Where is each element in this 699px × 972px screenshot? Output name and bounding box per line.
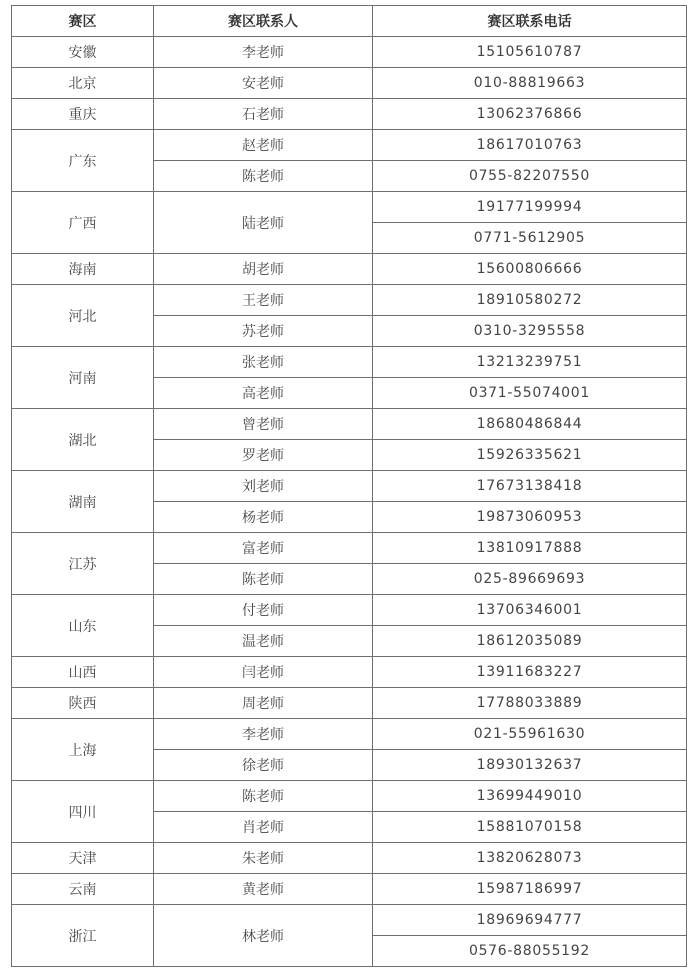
contact-name-cell: 付老师 [154,595,373,626]
contact-name-cell: 曾老师 [154,409,373,440]
contact-name-cell: 杨老师 [154,502,373,533]
contact-name-cell: 安老师 [154,68,373,99]
region-cell: 北京 [12,68,154,99]
phone-cell: 18930132637 [373,750,687,781]
region-cell: 云南 [12,874,154,905]
region-cell: 四川 [12,781,154,843]
contact-name-cell: 李老师 [154,719,373,750]
phone-cell: 13911683227 [373,657,687,688]
table-row [12,719,687,750]
region-cell: 广东 [12,130,154,192]
phone-cell: 17788033889 [373,688,687,719]
contact-name-cell: 闫老师 [154,657,373,688]
table-row [12,347,687,378]
table-row [12,843,687,874]
table-row [12,37,687,68]
contact-name-cell: 陈老师 [154,564,373,595]
contact-name-cell: 刘老师 [154,471,373,502]
phone-cell: 18680486844 [373,409,687,440]
contact-name-cell: 胡老师 [154,254,373,285]
region-cell: 陕西 [12,688,154,719]
region-cell: 安徽 [12,37,154,68]
region-cell: 上海 [12,719,154,781]
table-row [12,874,687,905]
region-cell: 河北 [12,285,154,347]
contact-name-cell: 罗老师 [154,440,373,471]
phone-cell: 15105610787 [373,37,687,68]
region-cell: 江苏 [12,533,154,595]
region-cell: 山西 [12,657,154,688]
contact-name-cell: 黄老师 [154,874,373,905]
contact-table [11,5,687,967]
phone-cell: 13699449010 [373,781,687,812]
region-cell: 河南 [12,347,154,409]
table-row [12,192,687,223]
phone-cell: 18910580272 [373,285,687,316]
table-row [12,905,687,936]
phone-cell: 0771-5612905 [373,223,687,254]
header-phone: 赛区联系电话 [373,6,687,37]
contact-name-cell: 徐老师 [154,750,373,781]
contact-name-cell: 富老师 [154,533,373,564]
phone-cell: 0576-88055192 [373,936,687,967]
contact-name-cell: 高老师 [154,378,373,409]
table-row [12,688,687,719]
phone-cell: 13820628073 [373,843,687,874]
table-row [12,595,687,626]
table-row [12,409,687,440]
phone-cell: 010-88819663 [373,68,687,99]
phone-cell: 15600806666 [373,254,687,285]
contact-name-cell: 苏老师 [154,316,373,347]
header-region: 赛区 [12,6,154,37]
phone-cell: 13810917888 [373,533,687,564]
phone-cell: 0755-82207550 [373,161,687,192]
contact-name-cell: 张老师 [154,347,373,378]
contact-name-cell: 林老师 [154,905,373,967]
region-cell: 浙江 [12,905,154,967]
phone-cell: 15926335621 [373,440,687,471]
table-row [12,471,687,502]
region-cell: 海南 [12,254,154,285]
phone-cell: 021-55961630 [373,719,687,750]
region-cell: 广西 [12,192,154,254]
contact-name-cell: 陈老师 [154,781,373,812]
phone-cell: 0371-55074001 [373,378,687,409]
contact-name-cell: 李老师 [154,37,373,68]
phone-cell: 0310-3295558 [373,316,687,347]
phone-cell: 13062376866 [373,99,687,130]
table-row [12,68,687,99]
table-header-row [12,6,687,37]
contact-name-cell: 朱老师 [154,843,373,874]
contact-name-cell: 石老师 [154,99,373,130]
contact-name-cell: 陆老师 [154,192,373,254]
region-cell: 重庆 [12,99,154,130]
table-row [12,254,687,285]
table-row [12,533,687,564]
phone-cell: 025-89669693 [373,564,687,595]
contact-name-cell: 赵老师 [154,130,373,161]
table-row [12,781,687,812]
phone-cell: 18617010763 [373,130,687,161]
region-cell: 湖北 [12,409,154,471]
contact-name-cell: 王老师 [154,285,373,316]
region-cell: 湖南 [12,471,154,533]
phone-cell: 15987186997 [373,874,687,905]
header-contact: 赛区联系人 [154,6,373,37]
phone-cell: 15881070158 [373,812,687,843]
table-row [12,99,687,130]
table-body [12,37,687,967]
table-row [12,130,687,161]
phone-cell: 17673138418 [373,471,687,502]
phone-cell: 13706346001 [373,595,687,626]
contact-name-cell: 温老师 [154,626,373,657]
phone-cell: 13213239751 [373,347,687,378]
phone-cell: 19177199994 [373,192,687,223]
contact-name-cell: 周老师 [154,688,373,719]
region-cell: 天津 [12,843,154,874]
phone-cell: 18612035089 [373,626,687,657]
phone-cell: 19873060953 [373,502,687,533]
phone-cell: 18969694777 [373,905,687,936]
table-row [12,285,687,316]
table-row [12,657,687,688]
contact-name-cell: 肖老师 [154,812,373,843]
region-cell: 山东 [12,595,154,657]
contact-name-cell: 陈老师 [154,161,373,192]
